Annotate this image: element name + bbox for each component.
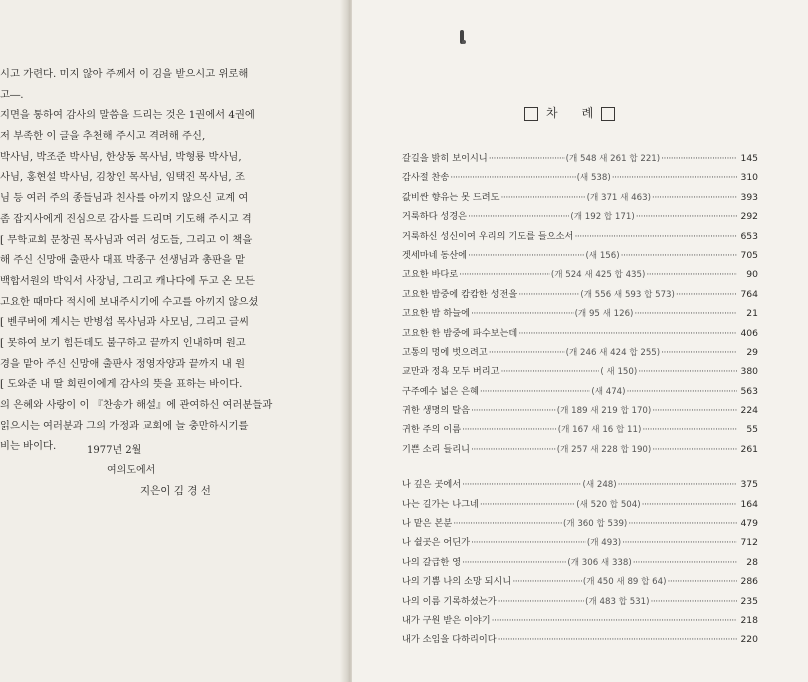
toc-leader-dots — [471, 405, 556, 416]
toc-entry-title: 고요한 한 밤중에 파수보는데 — [402, 327, 518, 339]
toc-entry-title: 거룩하다 성경은 — [402, 211, 468, 223]
toc-leader-dots — [468, 211, 569, 222]
toc-entry-page: 310 — [740, 172, 759, 184]
heading-box-right — [601, 107, 615, 121]
toc-entry-title: 값비싼 향유는 못 드려도 — [402, 191, 500, 203]
toc-entry — [402, 150, 758, 169]
toc-leader-dots — [618, 479, 737, 490]
preface-line: 고―. — [0, 88, 24, 101]
toc-entry-page: 393 — [740, 191, 759, 203]
toc-entry-title: 내가 소임을 다하리이다 — [402, 634, 497, 646]
toc-leader-dots — [518, 328, 737, 339]
toc-entry-hymn-numbers: (개 95 새 126) — [574, 309, 634, 320]
toc-entry-hymn-numbers: ( 새 150) — [600, 367, 638, 378]
toc-entry — [402, 573, 758, 592]
toc-leader-dots — [471, 308, 574, 319]
toc-entry-page: 375 — [740, 479, 758, 491]
toc-entry-page: 55 — [746, 424, 759, 436]
toc-entry-title: 고요한 바다로 — [402, 269, 459, 281]
preface-line: [ 도와준 내 딸 희린이에게 감사의 뜻을 표하는 바이다. — [0, 378, 243, 391]
toc-entry — [402, 383, 758, 402]
toc-leader-dots — [489, 347, 565, 358]
toc-leader-dots — [498, 596, 585, 607]
toc-leader-dots — [462, 479, 581, 490]
toc-entry-hymn-numbers: (개 371 새 463) — [586, 192, 651, 203]
preface-line: 시고 가련다. 미지 않아 주께서 이 김을 받으시고 위로해 — [0, 68, 249, 80]
preface-line: 지면을 통하여 감사의 말씀을 드리는 것은 1권에서 4권에 — [0, 109, 255, 122]
toc-entry — [402, 534, 758, 553]
toc-entry-page: 653 — [740, 230, 758, 242]
preface-line: 비는 바이다. — [0, 440, 57, 453]
toc-entry-title: 기쁜 소리 들리니 — [402, 443, 470, 455]
toc-entry-hymn-numbers: (개 189 새 219 합 170) — [556, 406, 652, 417]
toc-entry-hymn-numbers: (개 493) — [586, 538, 622, 549]
toc-entry — [402, 208, 758, 227]
preface-line: 님 등 여러 주의 종들님과 친사를 아끼지 않으신 교계 여 — [0, 192, 249, 205]
toc-leader-dots — [661, 347, 737, 358]
toc-leader-dots — [633, 557, 737, 568]
toc-entry-page: 705 — [740, 249, 759, 261]
toc-entry-title: 고요한 밤중에 캄캄한 성전을 — [402, 288, 518, 300]
heading-box-left — [524, 107, 538, 121]
toc-leader-dots — [627, 386, 738, 397]
toc-leader-dots — [676, 289, 737, 300]
toc-leader-dots — [652, 444, 737, 455]
preface-line: 해 주신 신망애 출판사 대표 박종구 선생님과 총판을 맡 — [0, 254, 246, 267]
toc-entry-title: 나의 기쁨 나의 소망 되시니 — [402, 576, 512, 588]
toc-entry-title: 고통의 멍에 벗으려고 — [402, 346, 488, 358]
toc-entry — [402, 286, 758, 305]
toc-entry-title: 갈길을 밝히 보이시니 — [402, 153, 488, 164]
toc-entry-hymn-numbers: (새 538) — [576, 173, 611, 184]
preface-line: 의 은혜와 사랑이 이 『찬송가 해설』에 관여하신 여러분들과 — [0, 399, 273, 411]
preface-line: 읽으시는 여러분과 그의 가정과 교회에 늘 충만하시기를 — [0, 419, 249, 432]
toc-entry-page: 286 — [740, 576, 759, 588]
toc-entry — [402, 554, 758, 573]
toc-entry-page: 218 — [740, 614, 758, 626]
toc-entry — [402, 266, 758, 285]
toc-entry-title: 나의 갈급한 영 — [402, 556, 462, 568]
left-page — [0, 0, 348, 682]
toc-entry-title: 귀한 주의 이름 — [402, 424, 462, 436]
toc-entry-page: 563 — [740, 385, 758, 397]
toc-leader-dots — [501, 366, 600, 377]
preface-line: 고요한 때마다 적시에 보내주시기에 수고를 아끼지 않으셨 — [0, 295, 259, 308]
toc-entry — [402, 189, 758, 208]
toc-entry — [402, 631, 758, 650]
toc-entry — [402, 421, 758, 440]
toc-entry-hymn-numbers: (개 257 새 228 합 190) — [556, 444, 652, 455]
toc-entry — [402, 344, 758, 363]
toc-entry — [402, 476, 758, 495]
toc-leader-dots — [642, 499, 737, 510]
toc-leader-dots — [650, 596, 737, 607]
toc-heading-char: 례 — [581, 106, 594, 120]
toc-entry-hymn-numbers: (개 192 합 171) — [570, 212, 635, 223]
toc-entry-page: 164 — [740, 498, 758, 510]
toc-leader-dots — [480, 499, 575, 510]
toc-entry-page: 29 — [746, 346, 759, 358]
preface-line: [ 무학교회 문창권 목사님과 여러 성도들, 그리고 이 책을 — [0, 233, 253, 246]
toc-entry-page: 406 — [740, 327, 758, 339]
toc-leader-dots — [498, 634, 737, 645]
toc-entry-page: 145 — [740, 153, 759, 164]
toc-leader-dots — [667, 576, 737, 587]
preface-line: 경을 맡아 주신 신망애 출판사 정영자양과 끝까지 내 원 — [0, 357, 246, 370]
toc-leader-dots — [462, 557, 566, 568]
toc-entry-page: 292 — [740, 211, 759, 223]
toc-leader-dots — [646, 269, 737, 280]
toc-entry — [402, 496, 758, 515]
preface-text — [0, 64, 340, 457]
toc-entry-page: 235 — [740, 595, 758, 607]
toc-leader-dots — [450, 172, 575, 183]
toc-entry — [402, 169, 758, 188]
toc-entry — [402, 612, 758, 631]
preface-line: 박사님, 박조준 박사님, 한상동 목사님, 박형룡 박사님, — [0, 150, 242, 163]
toc-entry-hymn-numbers: (개 246 새 424 합 255) — [565, 347, 661, 358]
toc-entry-title: 귀한 생명의 탈음 — [402, 405, 470, 417]
toc-entry-hymn-numbers: (개 167 새 16 합 11) — [557, 425, 642, 436]
toc-leader-dots — [612, 172, 737, 183]
signature-place: 여의도에서 — [107, 465, 156, 476]
ink-mark — [462, 40, 466, 44]
toc-entry-hymn-numbers: (개 524 새 425 합 435) — [550, 270, 646, 281]
toc-leader-dots — [471, 444, 556, 455]
toc-entry-title: 나의 이름 기록하셨는가 — [402, 595, 497, 607]
toc-entry-page: 90 — [746, 269, 758, 281]
group-separator — [402, 460, 758, 476]
preface-line: 백합서원의 박익서 사장님, 그리고 캐나다에 두고 온 모든 — [0, 274, 255, 287]
preface-line: [ 벤쿠버에 계시는 반병섭 목사님과 사모님, 그리고 글씨 — [0, 316, 250, 329]
toc-entry-page: 261 — [740, 443, 759, 455]
toc-entry-title: 나 깊은 곳에서 — [402, 479, 462, 491]
toc-leader-dots — [622, 537, 737, 548]
toc-entry — [402, 228, 758, 247]
toc-entry-hymn-numbers: (새 156) — [585, 250, 620, 261]
toc-leader-dots — [462, 424, 557, 435]
toc-leader-dots — [453, 518, 562, 529]
toc-entry-page: 28 — [746, 556, 758, 568]
toc-entry-hymn-numbers: (새 520 합 504) — [576, 499, 641, 510]
toc-leader-dots — [512, 576, 582, 587]
toc-leader-dots — [459, 269, 550, 280]
toc-entry-page: 479 — [740, 518, 758, 530]
toc-entry — [402, 363, 758, 382]
toc-heading — [524, 104, 615, 121]
toc-leader-dots — [574, 231, 737, 242]
toc-entry — [402, 402, 758, 421]
toc-leader-dots — [471, 537, 586, 548]
toc-entry-title: 내가 구원 받은 이야기 — [402, 614, 491, 626]
toc-leader-dots — [480, 386, 591, 397]
toc-leader-dots — [518, 289, 579, 300]
toc-entry-title: 나 쉴곳은 어딘가 — [402, 537, 470, 549]
toc-group-ga — [402, 150, 758, 460]
toc-entry — [402, 325, 758, 344]
preface-line: 좀 잡지사에게 진심으로 감사를 드리며 기도해 주시고 격 — [0, 212, 252, 225]
toc-entry-page: 712 — [740, 537, 758, 549]
preface-line: [ 못하여 보기 힘든데도 불구하고 끝까지 인내하며 원고 — [0, 336, 246, 349]
toc-leader-dots — [621, 250, 737, 261]
toc-entry-page: 21 — [746, 308, 758, 320]
toc-group-na — [402, 476, 758, 651]
toc-entry-hymn-numbers: (개 483 합 531) — [585, 596, 650, 607]
toc-entry-title: 거룩하신 성신이여 우리의 기도를 들으소서 — [402, 230, 574, 242]
toc-entry-title: 교만과 정욕 모두 버리고 — [402, 366, 500, 378]
preface-line: 사님, 홍현설 박사님, 김창인 목사님, 임택진 목사님, 조 — [0, 171, 245, 184]
toc-leader-dots — [652, 192, 737, 203]
signature-date: 1977년 2월 — [87, 445, 142, 456]
toc-leader-dots — [661, 153, 737, 164]
toc-entry-title: 나 맡은 본분 — [402, 518, 453, 530]
toc-entry — [402, 305, 758, 324]
toc-entry-hymn-numbers: (새 248) — [582, 480, 617, 491]
toc-heading-char: 차 — [546, 106, 558, 120]
toc-entry — [402, 593, 758, 612]
preface-line: 저 부족한 이 글을 추천해 주시고 격려해 주신, — [0, 130, 206, 143]
toc-entry-title: 나는 길가는 나그네 — [402, 498, 479, 510]
toc-entry-title: 겟세마네 동산에 — [402, 249, 468, 261]
toc-leader-dots — [638, 366, 737, 377]
toc-entry-hymn-numbers: (개 450 새 89 합 64) — [582, 577, 667, 588]
toc-entry-hymn-numbers: (개 548 새 261 합 221) — [565, 154, 661, 164]
toc-entry-page: 764 — [740, 288, 758, 300]
toc-entry-page: 220 — [740, 634, 758, 646]
toc-leader-dots — [628, 518, 737, 529]
toc-leader-dots — [636, 211, 737, 222]
toc-leader-dots — [501, 192, 586, 203]
signature-author: 지은이 김 경 선 — [140, 485, 211, 497]
toc-leader-dots — [492, 615, 737, 626]
toc-leader-dots — [634, 308, 737, 319]
toc-leader-dots — [642, 424, 737, 435]
toc-entry-hymn-numbers: (개 556 새 593 합 573) — [580, 289, 675, 300]
toc-leader-dots — [652, 405, 737, 416]
table-of-contents — [402, 150, 758, 651]
toc-entry-page: 380 — [740, 366, 759, 378]
toc-entry — [402, 441, 758, 460]
toc-entry-hymn-numbers: (새 474) — [591, 386, 626, 397]
toc-entry-title: 구주예수 넓은 은혜 — [402, 385, 479, 397]
toc-entry-title: 고요한 밤 하늘에 — [402, 308, 470, 320]
toc-leader-dots — [468, 250, 584, 261]
toc-entry-title: 감사절 찬송 — [402, 172, 450, 184]
toc-entry-hymn-numbers: (개 360 합 539) — [562, 519, 628, 530]
toc-entry — [402, 247, 758, 266]
toc-entry-hymn-numbers: (개 306 새 338) — [567, 557, 632, 568]
toc-entry-page: 224 — [740, 405, 759, 417]
toc-entry — [402, 515, 758, 534]
toc-leader-dots — [489, 153, 565, 164]
